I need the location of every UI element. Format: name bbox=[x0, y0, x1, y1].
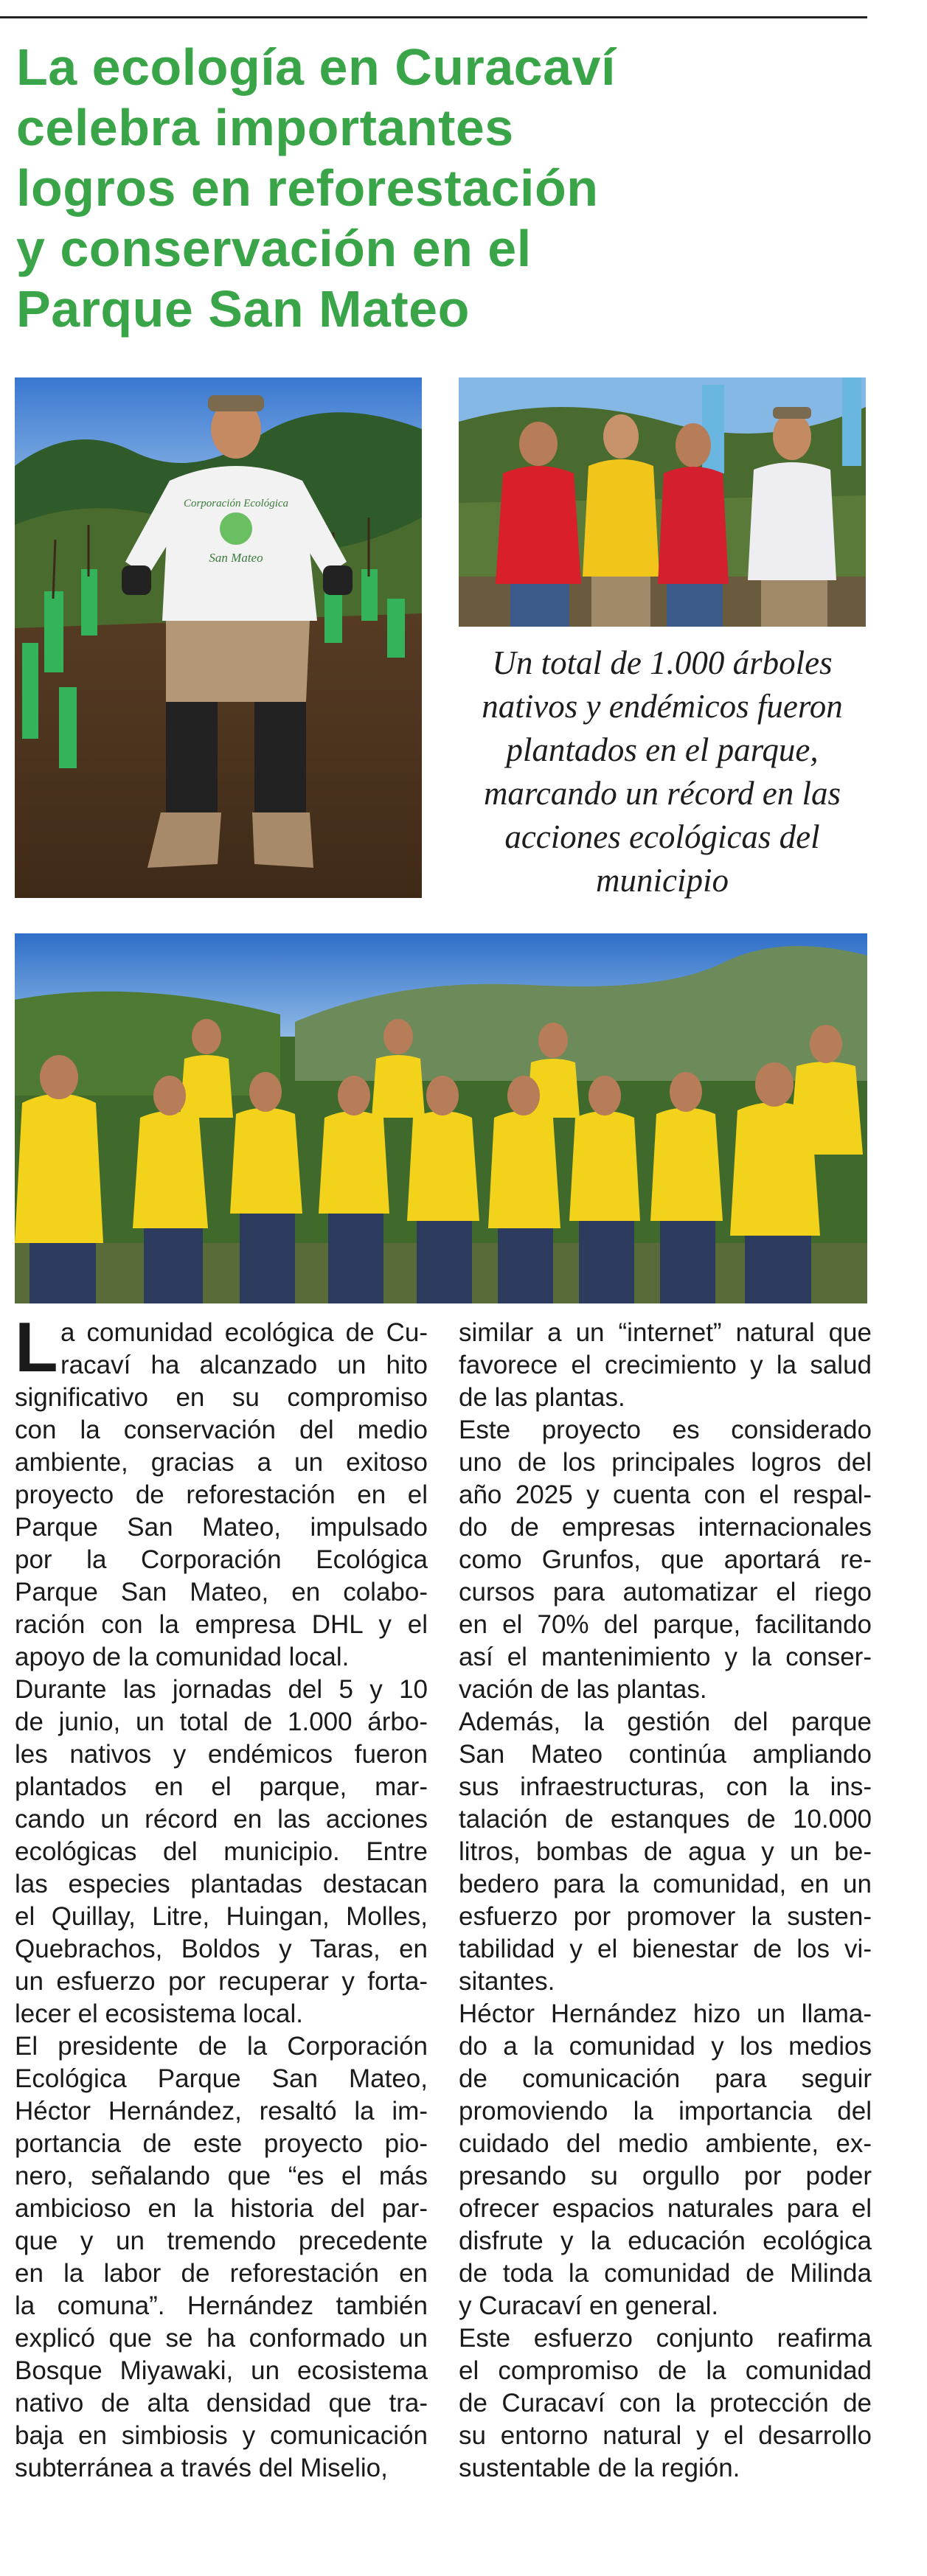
article-line: esfuerzo por promover la susten- bbox=[459, 1902, 872, 1931]
caption-line: nativos y endémicos fueron bbox=[482, 688, 843, 725]
article-line: uno de los principales logros del bbox=[459, 1448, 872, 1477]
caption-line: marcando un récord en las bbox=[483, 775, 841, 812]
article-line: disfrute y la educación ecológica bbox=[459, 2227, 872, 2255]
article-line: El presidente de la Corporación bbox=[15, 2032, 428, 2061]
article-line: litros, bombas de agua y un be- bbox=[459, 1837, 872, 1866]
article-line: así el mantenimiento y la conser- bbox=[459, 1643, 872, 1671]
article-line: nero, señalando que “es el más bbox=[15, 2162, 428, 2190]
headline-line: celebra importantes bbox=[16, 99, 514, 156]
headline-line: Parque San Mateo bbox=[16, 280, 470, 338]
article-line: Parque San Mateo, impulsado bbox=[15, 1513, 428, 1542]
caption-line: acciones ecológicas del bbox=[504, 818, 820, 855]
article-line: nativo de alta densidad que tra- bbox=[15, 2389, 428, 2417]
shirt-text: Corporación Ecológica bbox=[183, 498, 289, 509]
article-line: sus infraestructuras, con la ins- bbox=[459, 1772, 872, 1801]
article-line: ecológicas del municipio. Entre bbox=[15, 1837, 428, 1866]
article-line: do a la comunidad y los medios bbox=[459, 2032, 872, 2061]
photo-caption bbox=[456, 641, 869, 902]
article-line: ofrecer espacios naturales para el bbox=[459, 2194, 872, 2223]
caption-line: municipio bbox=[596, 862, 729, 899]
article-line: Bosque Miyawaki, un ecosistema bbox=[15, 2356, 428, 2385]
article-line: sustentable de la región. bbox=[459, 2454, 740, 2482]
article-line: Quebrachos, Boldos y Taras, en bbox=[15, 1935, 428, 1963]
article-line: favorece el crecimiento y la salud bbox=[459, 1351, 872, 1379]
headline-line: logros en reforestación bbox=[16, 159, 599, 217]
article-line: sitantes. bbox=[459, 1967, 555, 1996]
article-line: racaví ha alcanzado un hito bbox=[60, 1351, 428, 1379]
top-rule bbox=[0, 16, 867, 18]
article-line: explicó que se ha conformado un bbox=[15, 2324, 428, 2353]
shirt-text: San Mateo bbox=[209, 551, 263, 565]
article-line: baja en simbiosis y comunicación bbox=[15, 2421, 428, 2450]
article-column-right bbox=[459, 1317, 872, 2485]
article-line: cando un récord en las acciones bbox=[15, 1805, 428, 1834]
article-line: de las plantas. bbox=[459, 1383, 625, 1412]
article-line: en el 70% del parque, facilitando bbox=[459, 1610, 872, 1639]
article-line: subterránea a través del Miselio, bbox=[15, 2454, 388, 2482]
drop-cap: L bbox=[15, 1308, 58, 1387]
article-line: presando su orgullo por poder bbox=[459, 2162, 872, 2190]
article-line: Héctor Hernández hizo un llama- bbox=[459, 1999, 872, 2028]
photo-man-planting bbox=[15, 377, 422, 898]
article-line: significativo en su compromiso bbox=[15, 1383, 428, 1412]
article-line: las especies plantadas destacan bbox=[15, 1870, 428, 1898]
article-line: por la Corporación Ecológica bbox=[15, 1545, 428, 1574]
article-line: el compromiso de la comunidad bbox=[459, 2356, 872, 2385]
article-line: Ecológica Parque San Mateo, bbox=[15, 2064, 428, 2093]
article-line: San Mateo continúa ampliando bbox=[459, 1740, 872, 1769]
article-line: Durante las jornadas del 5 y 10 bbox=[15, 1675, 428, 1704]
article-column-left bbox=[15, 1308, 428, 2485]
article-line: de comunicación para seguir bbox=[459, 2064, 872, 2093]
article-line: cuidado del medio ambiente, ex- bbox=[459, 2129, 872, 2158]
article-line: la comuna”. Hernández también bbox=[15, 2291, 428, 2320]
article-line: Este esfuerzo conjunto reafirma bbox=[459, 2324, 872, 2353]
article-line: ambicioso en la historia del par- bbox=[15, 2194, 428, 2223]
article-line: tabilidad y el bienestar de los vi- bbox=[459, 1935, 872, 1963]
article-line: apoyo de la comunidad local. bbox=[15, 1643, 350, 1671]
article-line: promoviendo la importancia del bbox=[459, 2097, 872, 2126]
article-line: un esfuerzo por recuperar y forta- bbox=[15, 1967, 428, 1996]
article-line: el Quillay, Litre, Huingan, Molles, bbox=[15, 1902, 428, 1931]
article-line: ración con la empresa DHL y el bbox=[15, 1610, 428, 1639]
article-line: de junio, un total de 1.000 árbo- bbox=[15, 1708, 428, 1736]
article-line: que y un tremendo precedente bbox=[15, 2227, 428, 2255]
article-line: les nativos y endémicos fueron bbox=[15, 1740, 428, 1769]
headline-line: y conservación en el bbox=[16, 220, 532, 277]
article-line: talación de estanques de 10.000 bbox=[459, 1805, 872, 1834]
article-line: plantados en el parque, mar- bbox=[15, 1772, 428, 1801]
article-line: do de empresas internacionales bbox=[459, 1513, 872, 1542]
article-line: a comunidad ecológica de Cu- bbox=[60, 1318, 428, 1347]
article-line: proyecto de reforestación en el bbox=[15, 1480, 428, 1509]
article-line: de toda la comunidad de Milinda bbox=[459, 2259, 872, 2288]
headline bbox=[16, 37, 864, 339]
caption-line: Un total de 1.000 árboles bbox=[492, 644, 833, 681]
article-line: Además, la gestión del parque bbox=[459, 1708, 872, 1736]
article-line: año 2025 y cuenta con el respal- bbox=[459, 1480, 872, 1509]
article-line: Parque San Mateo, en colabo- bbox=[15, 1578, 428, 1606]
article-line: portancia de este proyecto pio- bbox=[15, 2129, 428, 2158]
article-line: lecer el ecosistema local. bbox=[15, 1999, 303, 2028]
article-line: con la conservación del medio bbox=[15, 1416, 428, 1444]
caption-line: plantados en el parque, bbox=[506, 731, 819, 768]
article-line: y Curacaví en general. bbox=[459, 2291, 719, 2320]
article-line: Héctor Hernández, resaltó la im- bbox=[15, 2097, 428, 2126]
article-line: Este proyecto es considerado bbox=[459, 1416, 872, 1444]
article-line: vación de las plantas. bbox=[459, 1675, 707, 1704]
photo-group-four bbox=[459, 377, 866, 627]
article-line: en la labor de reforestación en bbox=[15, 2259, 428, 2288]
photo-volunteer-group bbox=[15, 933, 867, 1303]
article-line: similar a un “internet” natural que bbox=[459, 1318, 872, 1347]
article-line: como Grunfos, que aportará re- bbox=[459, 1545, 872, 1574]
article-line: bedero para la comunidad, en un bbox=[459, 1870, 872, 1898]
article-line: su entorno natural y el desarrollo bbox=[459, 2421, 872, 2450]
article-line: cursos para automatizar el riego bbox=[459, 1578, 872, 1606]
article-line: ambiente, gracias a un exitoso bbox=[15, 1448, 428, 1477]
article-line: de Curacaví con la protección de bbox=[459, 2389, 872, 2417]
headline-line: La ecología en Curacaví bbox=[16, 38, 616, 96]
